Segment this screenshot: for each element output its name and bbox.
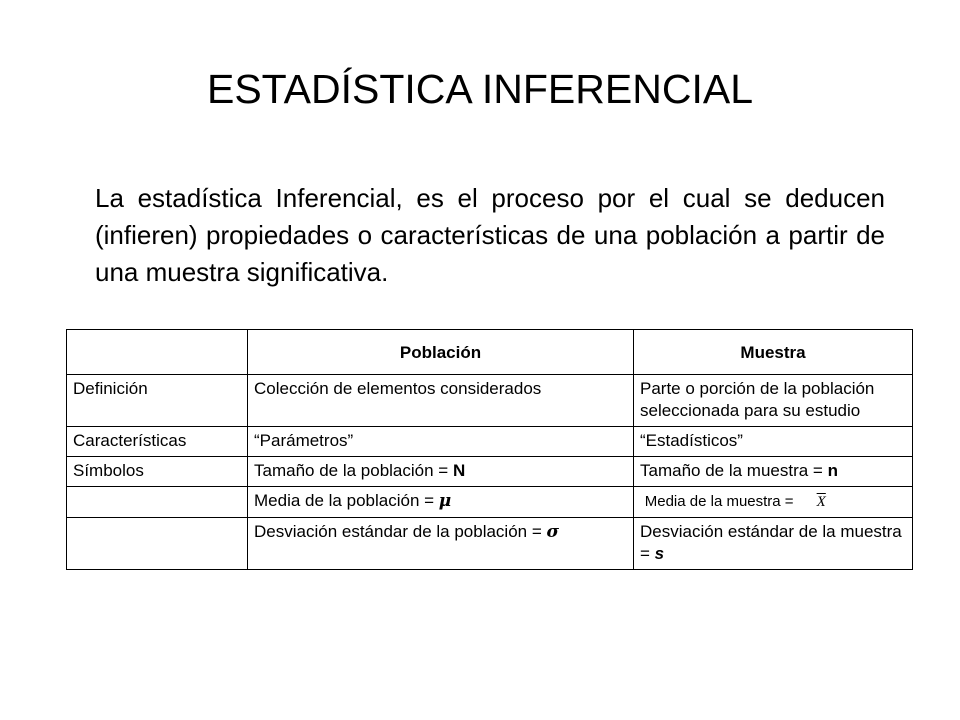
table-header-row xyxy=(67,330,913,375)
table-row-media xyxy=(67,487,913,518)
row-label xyxy=(67,487,248,518)
table-row-caracteristicas xyxy=(67,427,913,457)
cell-muestra xyxy=(634,487,913,518)
cell-poblacion: “Parámetros” xyxy=(248,427,634,457)
slide-title: ESTADÍSTICA INFERENCIAL xyxy=(206,66,753,112)
row-label: Características xyxy=(67,427,248,457)
cell-poblacion xyxy=(248,518,634,570)
cell-text: Media de la población = xyxy=(254,491,439,510)
table-row-desviacion xyxy=(67,518,913,570)
cell-poblacion xyxy=(248,487,634,518)
cell-muestra: “Estadísticos” xyxy=(634,427,913,457)
symbol-x-bar: $\overline{X}$ xyxy=(816,494,826,510)
comparison-table xyxy=(66,329,913,570)
header-empty xyxy=(67,330,248,375)
symbol-N: N xyxy=(452,461,466,480)
cell-text: Media de la muestra = xyxy=(644,493,798,510)
cell-text: Tamaño de la población = xyxy=(254,461,453,480)
cell-text: Desviación estándar de la población = xyxy=(254,522,547,541)
row-label: Símbolos xyxy=(67,457,248,487)
cell-muestra xyxy=(634,518,913,570)
symbol-s: s xyxy=(654,544,665,563)
table-row-simbolos xyxy=(67,457,913,487)
cell-muestra: Parte o porción de la población seleccionada para su estudio xyxy=(634,375,913,427)
symbol-sigma: σ xyxy=(546,522,560,542)
intro-paragraph: La estadística Inferencial, es el proceso por el cual se deducen (infieren) propiedades o características de una población a partir de una muestra significativa. xyxy=(95,183,885,287)
cell-muestra xyxy=(634,457,913,487)
symbol-mu: μ xyxy=(438,491,452,511)
header-poblacion: Población xyxy=(248,330,634,375)
table-row-definicion xyxy=(67,375,913,427)
cell-text: Tamaño de la muestra = xyxy=(640,461,828,480)
cell-poblacion: Colección de elementos considerados xyxy=(248,375,634,427)
cell-text: Desviación estándar de la muestra = xyxy=(640,522,902,563)
header-muestra: Muestra xyxy=(634,330,913,375)
row-label xyxy=(67,518,248,570)
cell-poblacion xyxy=(248,457,634,487)
symbol-n: n xyxy=(827,461,838,480)
row-label: Definición xyxy=(67,375,248,427)
